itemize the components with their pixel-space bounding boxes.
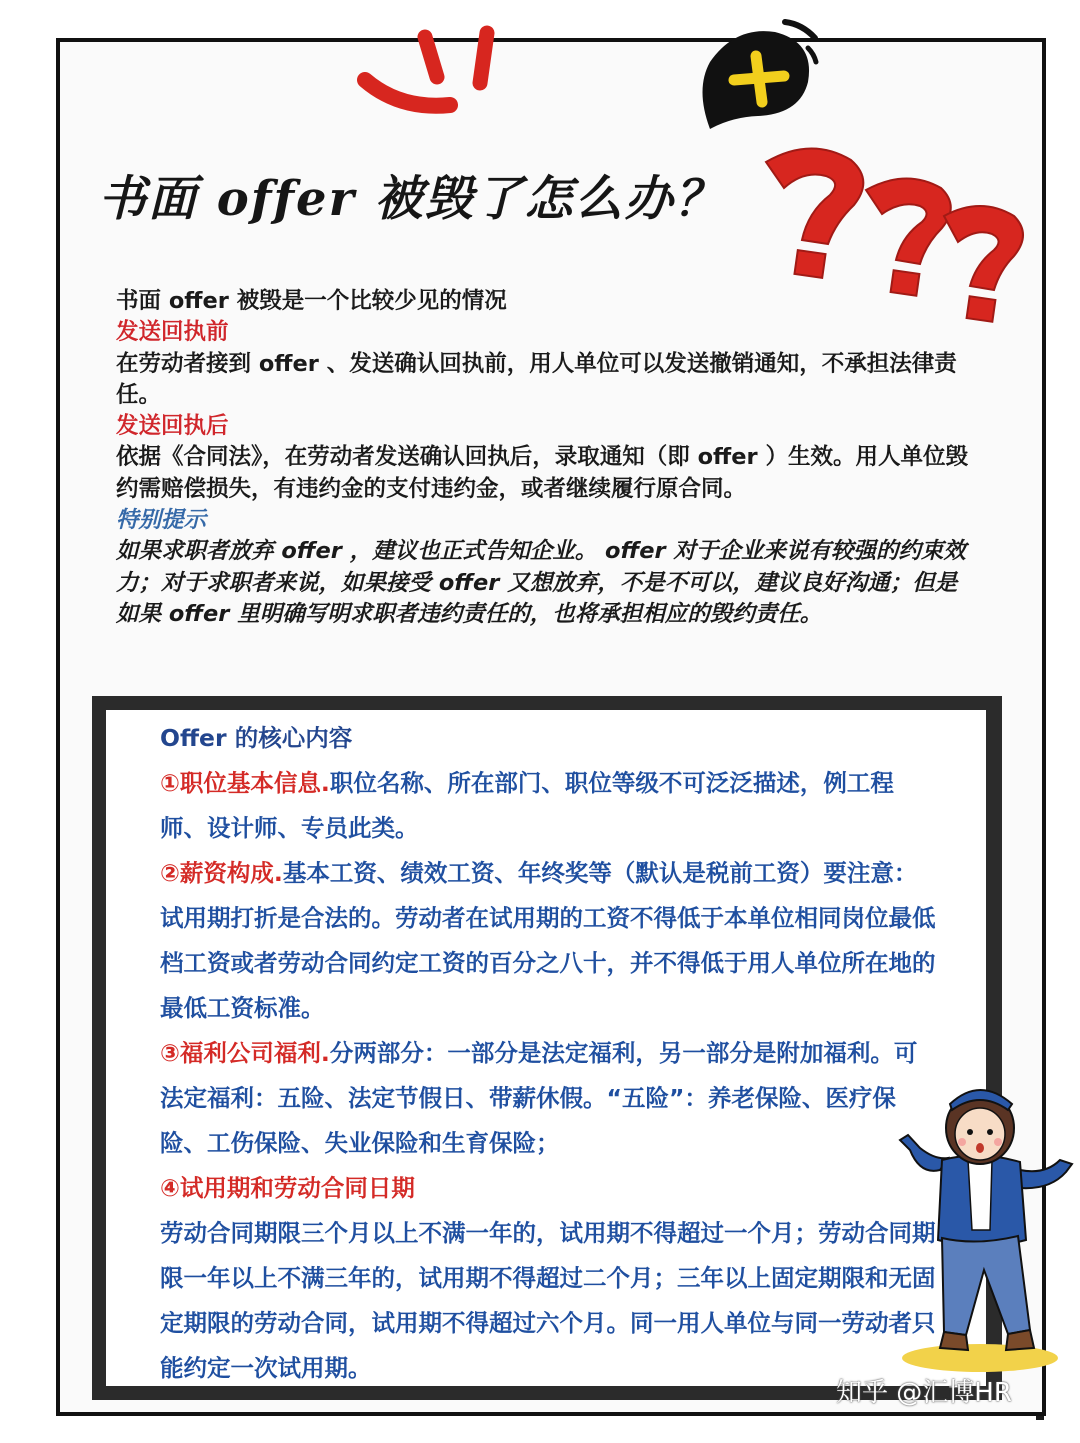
section-heading-after: 发送回执后 bbox=[116, 413, 229, 440]
intro-section bbox=[116, 286, 976, 630]
list-item bbox=[160, 851, 940, 1031]
offer-core-content-box bbox=[106, 710, 986, 1386]
list-item bbox=[160, 761, 940, 851]
item-label: ④试用期和劳动合同日期 bbox=[160, 1174, 415, 1202]
tip-text: 如果求职者放弃 offer ，建议也正式告知企业。 offer 对于企业来说有较强的约束效力；对于求职者来说，如果接受 offer 又想放弃，不是不可以，建议良好沟通；但是如果 offer 里明确写明求职者违约责任的，也将承担相应的毁约责任。 bbox=[116, 538, 966, 627]
section-text-after: 依据《合同法》，在劳动者发送确认回执后，录取通知（即 offer ）生效。用人单位毁约需赔偿损失，有违约金的支付违约金，或者继续履行原合同。 bbox=[116, 444, 968, 502]
item-text: 基本工资、绩效工资、年终奖等（默认是税前工资）要注意：试用期打折是合法的。劳动者在试用期的工资不得低于本单位相同岗位最低档工资或者劳动合同约定工资的百分之八十，并不得低于用人单位所在地的最低工资标准。 bbox=[160, 859, 936, 1022]
intro-lead: 书面 offer 被毁是一个比较少见的情况 bbox=[116, 288, 507, 314]
item-text: 职位名称、所在部门、职位等级不可泛泛描述，例工程师、设计师、专员此类。 bbox=[160, 769, 894, 842]
item-label: ②薪资构成. bbox=[160, 859, 283, 887]
item-label: ③福利公司福利. bbox=[160, 1039, 330, 1067]
plus-bubble-icon bbox=[690, 14, 830, 139]
item-text: 分两部分：一部分是法定福利，另一部分是附加福利。可法定福利：五险、法定节假日、带薪休假。“五险”：养老保险、医疗保险、工伤保险、失业保险和生育保险； bbox=[160, 1039, 918, 1157]
section-heading-before: 发送回执前 bbox=[116, 319, 229, 346]
section-text-before: 在劳动者接到 offer 、发送确认回执前，用人单位可以发送撤销通知，不承担法律责任。 bbox=[116, 350, 957, 408]
offer-core-content-body bbox=[160, 716, 940, 1391]
item-label: ①职位基本信息. bbox=[160, 769, 330, 797]
box-heading: Offer 的核心内容 bbox=[160, 724, 353, 752]
page-title: 书面 offer 被毁了怎么办？ bbox=[98, 171, 725, 227]
watermark: 知乎 @汇博HR bbox=[836, 1378, 1012, 1408]
item-text: 劳动合同期限三个月以上不满一年的，试用期不得超过一个月；劳动合同期限一年以上不满三年的，试用期不得超过二个月；三年以上固定期限和无固定期限的劳动合同，试用期不得超过六个月。同一用人单位与同一劳动者只能约定一次试用期。 bbox=[160, 1219, 936, 1382]
tip-heading: 特别提示 bbox=[116, 507, 207, 534]
list-item bbox=[160, 1031, 940, 1166]
cartoon-girl-illustration bbox=[880, 1080, 1080, 1380]
red-strokes-decoration bbox=[355, 25, 515, 120]
